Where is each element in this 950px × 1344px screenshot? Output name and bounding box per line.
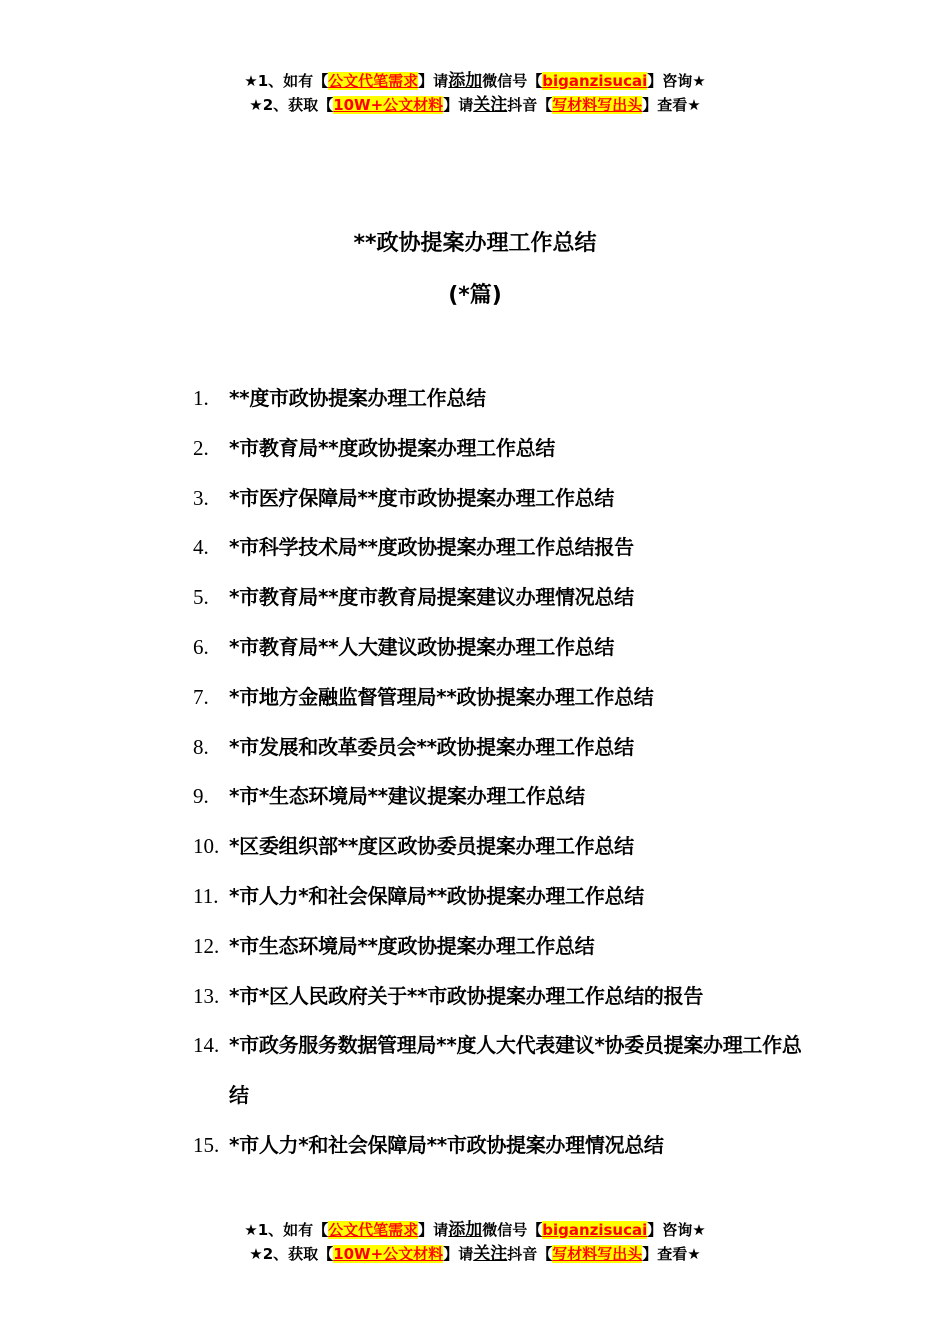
toc-item	[193, 1121, 813, 1171]
toc-list	[193, 374, 813, 1171]
toc-item	[193, 424, 813, 474]
toc-item	[193, 374, 813, 424]
banner-text: ★1、如有【	[244, 72, 329, 90]
toc-item-title: *市教育局**度市教育局提案建议办理情况总结	[229, 585, 634, 610]
toc-item	[193, 623, 813, 673]
wechat-id-highlight: biganzisucai	[542, 72, 648, 90]
toc-item-title: *市医疗保障局**度市政协提案办理工作总结	[229, 485, 615, 510]
toc-item-title: *市科学技术局**度政协提案办理工作总结报告	[229, 535, 634, 560]
toc-item-number: 7.	[193, 684, 209, 709]
banner-line-1	[0, 69, 950, 93]
toc-item-number: 8.	[193, 734, 209, 759]
banner-text: ★1、如有【	[244, 1221, 329, 1239]
toc-item-title: *市政务服务数据管理局**度人大代表建议*协委员提案办理工作总结	[229, 1033, 802, 1108]
header-banner	[0, 69, 950, 117]
banner-text: ★2、获取【	[249, 96, 334, 114]
toc-item-title: *市人力*和社会保障局**市政协提案办理情况总结	[229, 1132, 664, 1157]
banner-text: 】咨询★	[647, 72, 706, 90]
banner-text: 】请	[418, 72, 449, 90]
banner-line-1	[0, 1218, 950, 1242]
wechat-id-highlight: biganzisucai	[542, 1221, 648, 1239]
toc-item-title: *市教育局**度政协提案办理工作总结	[229, 435, 555, 460]
toc-item-number: 14.	[193, 1033, 220, 1058]
toc-item-number: 10.	[193, 834, 220, 859]
banner-highlight: 公文代笔需求	[328, 1221, 419, 1239]
toc-item	[193, 723, 813, 773]
toc-item-title: *市*生态环境局**建议提案办理工作总结	[229, 784, 585, 809]
toc-item-title: **度市政协提案办理工作总结	[229, 386, 486, 410]
banner-underlined: 关注	[473, 95, 508, 115]
toc-item-number: 6.	[193, 634, 209, 659]
toc-item-number: 4.	[193, 535, 209, 560]
banner-text: 】请	[443, 96, 474, 114]
banner-text: 】咨询★	[647, 1221, 706, 1239]
banner-text: 】请	[443, 1245, 474, 1263]
toc-item	[193, 1021, 813, 1121]
banner-text: ★2、获取【	[249, 1245, 334, 1263]
toc-item-number: 5.	[193, 585, 209, 610]
banner-highlight: 10W+公文材料	[333, 1245, 444, 1263]
banner-text: 】查看★	[642, 96, 701, 114]
toc-item-title: *市发展和改革委员会**政协提案办理工作总结	[229, 734, 634, 759]
document-subtitle: (*篇)	[448, 283, 502, 308]
toc-item	[193, 972, 813, 1022]
banner-underlined: 添加	[448, 71, 483, 91]
toc-item-number: 12.	[193, 933, 220, 958]
toc-item	[193, 822, 813, 872]
banner-highlight: 公文代笔需求	[328, 72, 419, 90]
footer-banner	[0, 1218, 950, 1266]
banner-line-2	[0, 93, 950, 117]
banner-line-2	[0, 1242, 950, 1266]
toc-item-title: *市生态环境局**度政协提案办理工作总结	[229, 933, 595, 958]
toc-item	[193, 922, 813, 972]
banner-text: 微信号【	[482, 72, 543, 90]
banner-text: 抖音【	[507, 1245, 553, 1263]
toc-item-number: 9.	[193, 784, 209, 809]
banner-text: 】查看★	[642, 1245, 701, 1263]
banner-underlined: 关注	[473, 1244, 508, 1264]
banner-text: 抖音【	[507, 96, 553, 114]
toc-item-number: 2.	[193, 435, 209, 460]
toc-item-number: 11.	[193, 883, 219, 908]
toc-item-number: 13.	[193, 983, 220, 1008]
toc-item	[193, 673, 813, 723]
banner-text: 微信号【	[482, 1221, 543, 1239]
toc-item-number: 3.	[193, 485, 209, 510]
toc-item-title: *市地方金融监督管理局**政协提案办理工作总结	[229, 684, 654, 709]
toc-item	[193, 872, 813, 922]
toc-item	[193, 573, 813, 623]
banner-underlined: 添加	[448, 1220, 483, 1240]
toc-item	[193, 474, 813, 524]
toc-item-title: *市*区人民政府关于**市政协提案办理工作总结的报告	[229, 983, 704, 1008]
toc-item-title: *市教育局**人大建议政协提案办理工作总结	[229, 634, 615, 659]
toc-item	[193, 772, 813, 822]
toc-item-number: 1.	[193, 386, 209, 410]
toc-item-title: *市人力*和社会保障局**政协提案办理工作总结	[229, 883, 644, 908]
toc-item-title: *区委组织部**度区政协委员提案办理工作总结	[229, 834, 634, 859]
banner-text: 】请	[418, 1221, 449, 1239]
document-title: **政协提案办理工作总结	[353, 231, 597, 256]
douyin-id-highlight: 写材料写出头	[552, 1245, 643, 1263]
toc-item-number: 15.	[193, 1132, 220, 1157]
banner-highlight: 10W+公文材料	[333, 96, 444, 114]
toc-item	[193, 523, 813, 573]
douyin-id-highlight: 写材料写出头	[552, 96, 643, 114]
